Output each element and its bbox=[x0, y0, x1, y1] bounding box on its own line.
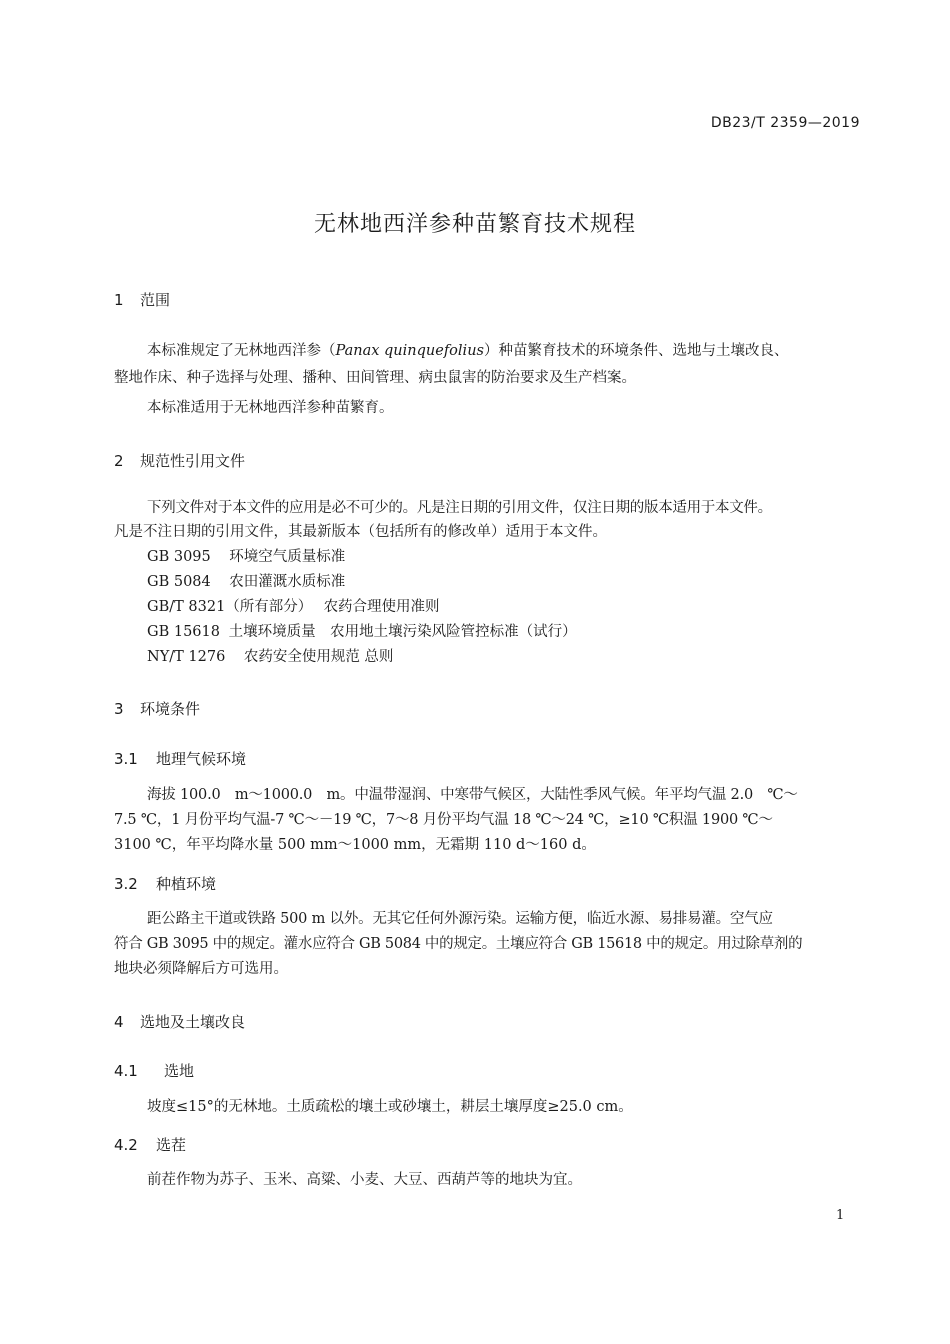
section-number: 2 bbox=[114, 452, 124, 470]
section-title: 地理气候环境 bbox=[156, 750, 247, 768]
paragraph: 本标准适用于无林地西洋参种苗繁育。 bbox=[147, 400, 394, 416]
reference-item bbox=[147, 645, 397, 670]
paragraph: 下列文件对于本文件的应用是必不可少的。凡是注日期的引用文件，仅注日期的版本适用于本文件。 bbox=[147, 500, 772, 516]
ref-code: GB 15618 bbox=[147, 624, 220, 640]
ref-code: GB 5084 bbox=[147, 574, 211, 590]
page-title: 无林地西洋参种苗繁育技术规程 bbox=[313, 212, 636, 237]
text: 本标准规定了无林地西洋参（ bbox=[147, 343, 336, 359]
section-title: 种植环境 bbox=[156, 875, 217, 893]
document-number: DB23/T 2359—2019 bbox=[710, 115, 860, 131]
paragraph: 海拔 100.0 m～1000.0 m。中温带湿润、中寒带气候区，大陆性季风气候。年平均气温 2.0 ℃～ bbox=[147, 787, 798, 803]
paragraph-line: 凡是不注日期的引用文件，其最新版本（包括所有的修改单）适用于本文件。 bbox=[114, 524, 607, 540]
ref-code: NY/T 1276 bbox=[147, 649, 226, 665]
page-number: 1 bbox=[836, 1208, 845, 1223]
subsection-3-2-heading bbox=[114, 873, 216, 894]
reference-item bbox=[147, 545, 349, 570]
section-title: 规范性引用文件 bbox=[140, 452, 246, 470]
section-1-heading bbox=[114, 289, 170, 310]
section-title: 环境条件 bbox=[140, 700, 201, 718]
paragraph-line: 整地作床、种子选择与处理、播种、田间管理、病虫鼠害的防治要求及生产档案。 bbox=[114, 370, 636, 386]
section-number: 3.2 bbox=[114, 875, 138, 893]
section-title: 范围 bbox=[140, 291, 171, 309]
paragraph: 坡度≤15°的无林地。土质疏松的壤土或砂壤土，耕层土壤厚度≥25.0 cm。 bbox=[147, 1099, 633, 1115]
paragraph-line: 3100 ℃，年平均降水量 500 mm～1000 mm，无霜期 110 d～160 d。 bbox=[114, 837, 596, 853]
paragraph: 前茬作物为苏子、玉米、高粱、小麦、大豆、西葫芦等的地块为宜。 bbox=[147, 1172, 582, 1188]
ref-code: GB 3095 bbox=[147, 549, 211, 565]
ref-name: 环境空气质量标准 bbox=[229, 549, 346, 565]
section-number: 1 bbox=[114, 291, 124, 309]
latin-name: Panax quinquefolius bbox=[335, 343, 484, 359]
section-number: 3 bbox=[114, 700, 124, 718]
section-number: 4.1 bbox=[114, 1062, 138, 1080]
text: ）种苗繁育技术的环境条件、选地与土壤改良、 bbox=[483, 343, 789, 359]
section-4-heading bbox=[114, 1011, 245, 1032]
section-title: 选地 bbox=[164, 1062, 195, 1080]
paragraph: 距公路主干道或铁路 500 m 以外。无其它任何外源污染。运输方便，临近水源、易排易灌。空气应 bbox=[147, 911, 773, 927]
ref-name: 土壤环境质量 农用地土壤污染风险管控标准（试行） bbox=[228, 624, 577, 640]
section-title: 选地及土壤改良 bbox=[140, 1013, 246, 1031]
subsection-3-1-heading bbox=[114, 748, 246, 769]
subsection-4-1-heading bbox=[114, 1060, 194, 1081]
section-number: 4.2 bbox=[114, 1136, 138, 1154]
section-title: 选茬 bbox=[156, 1136, 187, 1154]
paragraph-line: 地块必须降解后方可选用。 bbox=[114, 961, 288, 977]
section-number: 4 bbox=[114, 1013, 124, 1031]
paragraph-line: 7.5 ℃，1 月份平均气温-7 ℃～－19 ℃，7～8 月份平均气温 18 ℃～24 ℃，≥10 ℃积温 1900 ℃～ bbox=[114, 812, 773, 828]
reference-item bbox=[147, 620, 581, 645]
ref-name: 农药合理使用准则 bbox=[323, 599, 440, 615]
paragraph bbox=[114, 339, 897, 364]
paragraph-line: 符合 GB 3095 中的规定。灌水应符合 GB 5084 中的规定。土壤应符合 GB 15618 中的规定。用过除草剂的 bbox=[114, 936, 803, 952]
subsection-4-2-heading bbox=[114, 1134, 186, 1155]
section-2-heading bbox=[114, 450, 245, 471]
reference-item bbox=[147, 595, 444, 620]
section-number: 3.1 bbox=[114, 750, 138, 768]
ref-name: 农药安全使用规范 总则 bbox=[243, 649, 394, 665]
ref-code: GB/T 8321（所有部分） bbox=[147, 599, 306, 615]
ref-name: 农田灌溉水质标准 bbox=[229, 574, 346, 590]
reference-item bbox=[147, 570, 349, 595]
section-3-heading bbox=[114, 698, 200, 719]
